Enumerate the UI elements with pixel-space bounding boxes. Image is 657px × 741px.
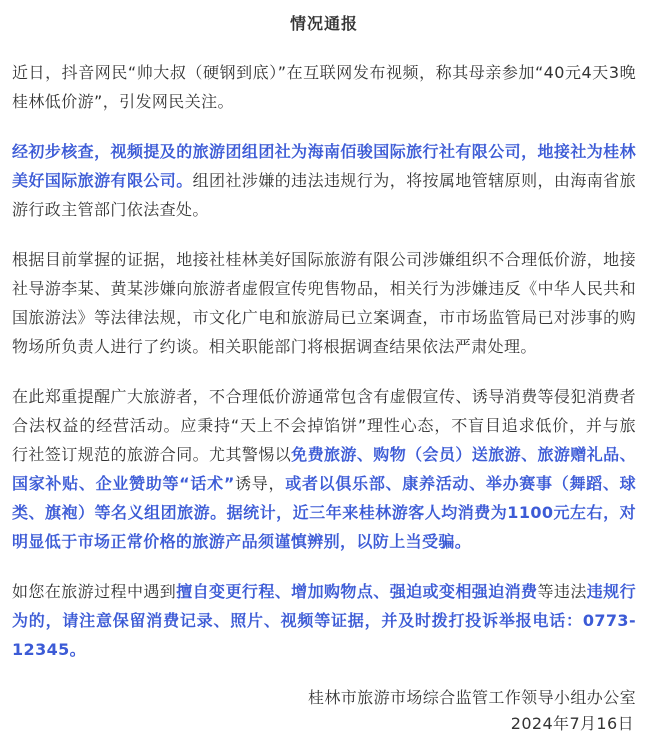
paragraph-complaint — [12, 577, 636, 664]
paragraph-reminder — [12, 382, 636, 556]
highlight-warning: 或者以俱乐部、康养活动、举办赛事（舞蹈、球类、旗袍）等名义组团旅游。据统计，近三年来桂林游客人均消费为1100元左右，对明显低于市场正常价格的旅游产品须谨慎辨别，以防上当受骗。 — [12, 474, 637, 551]
highlight-hotline: 违规行为的，请注意保留消费记录、照片、视频等证据，并及时拨打投诉举报电话：0773-12345。 — [12, 582, 636, 659]
reminder-mid: 诱导， — [234, 474, 286, 493]
complaint-intro: 如您在旅游过程中遇到 — [12, 582, 177, 601]
paragraph-evidence: 根据目前掌握的证据，地接社桂林美好国际旅游有限公司涉嫌组织不合理低价游，地接社导游李某、黄某涉嫌向旅游者虚假宣传兜售物品，相关行为涉嫌违反《中华人民共和国旅游法》等法律法规，市文化广电和旅游局已立案调查，市市场监管局已对涉事的购物场所负责人进行了约谈。相关职能部门将根据调查结果依法严肃处理。 — [12, 250, 636, 356]
paragraph-verification — [12, 137, 636, 224]
reminder-intro: 在此郑重提醒广大旅游者，不合理低价游通常包含有虚假宣传、诱导消费等侵犯消费者合法权益的经营活动。应秉持“天上不会掉馅饼”理性心态，不盲目追求低价，并与旅行社签订规范的旅游合同。尤其警惕以 — [12, 387, 636, 464]
highlight-agencies: 经初步核查，视频提及的旅游团组团社为海南佰骏国际旅行社有限公司，地接社为桂林美好国际旅游有限公司。 — [12, 142, 636, 190]
paragraph-intro: 近日，抖音网民“帅大叔（硬钢到底）”在互联网发布视频，称其母亲参加“40元4天3晚桂林低价游”，引发网民关注。 — [12, 63, 636, 111]
highlight-tactics: 免费旅游、购物（会员）送旅游、旅游赠礼品、国家补贴、企业赞助等“话术” — [12, 445, 636, 493]
notice-date: 2024年7月16日 — [510, 714, 634, 733]
notice-title: 情况通报 — [289, 14, 358, 33]
complaint-mid: 等违法 — [537, 582, 587, 601]
paragraph-verification-rest: 组团社涉嫌的违法违规行为，将按属地管辖原则，由海南省旅游行政主管部门依法查处。 — [12, 171, 636, 219]
highlight-violations: 擅自变更行程、增加购物点、强迫或变相强迫消费 — [176, 582, 538, 601]
signature: 桂林市旅游市场综合监管工作领导小组办公室 — [307, 688, 636, 707]
